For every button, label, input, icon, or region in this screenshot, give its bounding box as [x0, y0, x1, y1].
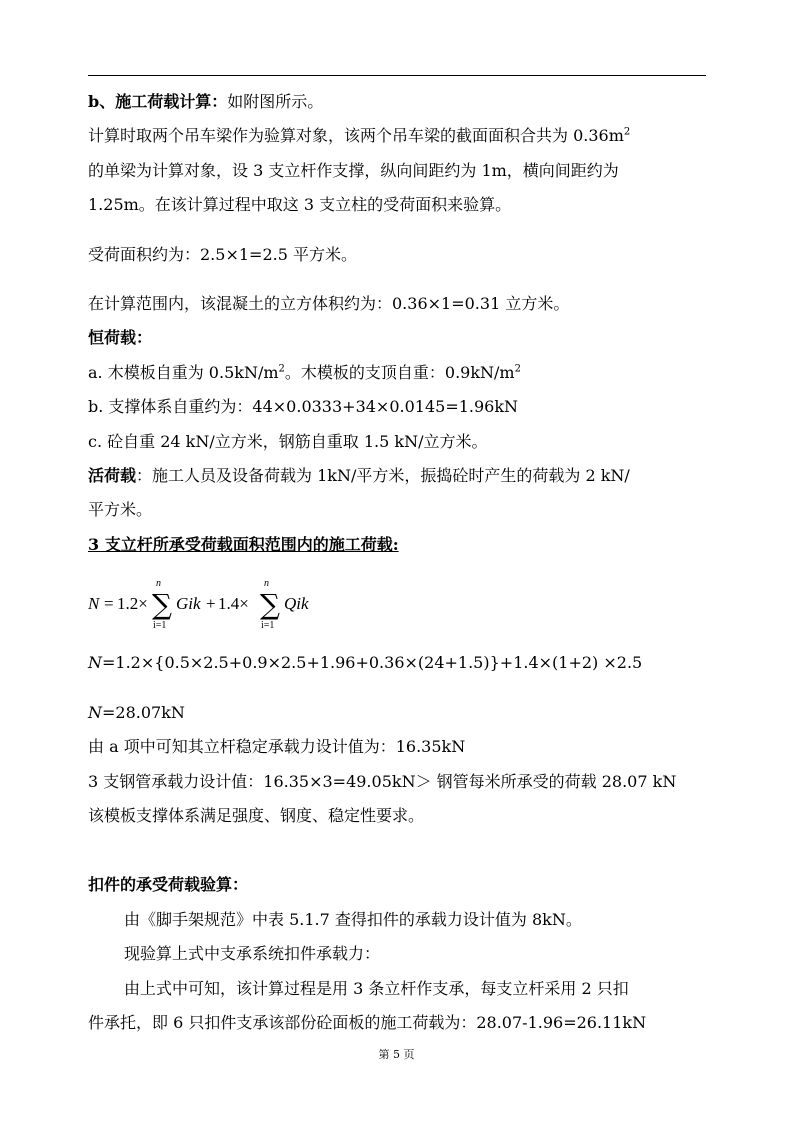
formula-term-gik: Gik — [176, 594, 201, 613]
text-span: =1.2×{0.5×2.5+0.9×2.5+1.96+0.36×(24+1.5)}+1.4×(1+2) ×2.5 — [102, 653, 643, 672]
formula-lhs: N — [88, 594, 100, 613]
para-line: 该模板支撑体系满足强度、钢度、稳定性要求。 — [88, 806, 425, 825]
formula-plus: + — [206, 594, 216, 613]
header-rule — [88, 75, 706, 76]
superscript: 2 — [514, 363, 521, 375]
sum-upper-2: n — [264, 578, 269, 589]
load-formula — [88, 576, 348, 636]
formula-eq: = — [104, 594, 114, 613]
para-line: 平方米。 — [88, 500, 153, 519]
dead-load-heading: 恒荷载： — [88, 328, 153, 347]
n-symbol: N — [88, 653, 102, 672]
superscript: 2 — [623, 126, 631, 138]
para-line: 现验算上式中支承系统扣件承载力： — [124, 944, 381, 963]
item-c: c. 砼自重 24 kN/立方米，钢筋自重取 1.5 kN/立方米。 — [88, 432, 488, 451]
sigma-2: ∑ — [260, 588, 280, 621]
text-span: ：施工人员及设备荷载为 1kN/平方米，振捣砼时产生的荷载为 2 kN/ — [136, 466, 630, 485]
para-line: 由上式中可知，该计算过程是用 3 条立杆作支承，每支立杆采用 2 只扣 — [124, 979, 629, 998]
text-span: 计算时取两个吊车梁作为验算对象，该两个吊车梁的截面面积合共为 0.36m — [88, 126, 624, 145]
live-load-line — [88, 465, 630, 487]
section-b-heading: b、施工荷载计算： — [88, 92, 228, 111]
n-expression — [88, 652, 642, 674]
text-span: a. 木模板自重为 0.5kN/m — [88, 363, 279, 382]
para-line: 的单梁为计算对象，设 3 支立杆作支撑，纵向间距约为 1m，横向间距约为 — [88, 161, 619, 180]
item-b: b. 支撑体系自重约为：44×0.0333+34×0.0145=1.96kN — [88, 397, 519, 416]
para-line: 件承托，即 6 只扣件支承该部份砼面板的施工荷载为：28.07-1.96=26.11kN — [88, 1013, 647, 1032]
formula-coef-1: 1.2× — [117, 594, 148, 613]
para-line — [88, 125, 630, 147]
item-a — [88, 362, 521, 384]
sum-upper-1: n — [156, 578, 161, 589]
text-span: 。木模板的支顶自重：0.9kN/m — [284, 363, 515, 382]
formula-term-qik: Qik — [284, 594, 309, 613]
text-span: =28.07kN — [102, 703, 185, 722]
section-b-text: 如附图所示。 — [227, 92, 324, 111]
n-symbol: N — [88, 703, 102, 722]
para-line: 1.25m。在该计算过程中取这 3 支立柱的受荷面积来验算。 — [88, 195, 512, 214]
fastener-heading: 扣件的承受荷载验算： — [88, 875, 249, 894]
live-load-heading: 活荷载 — [88, 466, 137, 485]
para-line: 3 支钢管承载力设计值：16.35×3=49.05kN＞ 钢管每米所承受的荷载 28.07 kN — [88, 772, 677, 791]
section-b-line — [88, 91, 323, 113]
sum-lower-1: i=1 — [153, 620, 167, 631]
page-number: 第 5 页 — [378, 1048, 415, 1061]
superscript: 2 — [278, 363, 285, 375]
para-line: 由 a 项中可知其立杆稳定承载力设计值为：16.35kN — [88, 737, 466, 756]
para-line: 由《脚手架规范》中表 5.1.7 查得扣件的承载力设计值为 8kN。 — [124, 910, 582, 929]
sum-lower-2: i=1 — [261, 620, 275, 631]
sigma-1: ∑ — [152, 588, 172, 621]
volume-line: 在计算范围内，该混凝土的立方体积约为：0.36×1=0.31 立方米。 — [88, 294, 570, 313]
area-line: 受荷面积约为：2.5×1=2.5 平方米。 — [88, 245, 357, 264]
construction-load-heading: 3 支立杆所承受荷载面积范围内的施工荷载: — [88, 535, 399, 554]
formula-coef-2: 1.4× — [218, 594, 249, 613]
n-result — [88, 702, 185, 724]
